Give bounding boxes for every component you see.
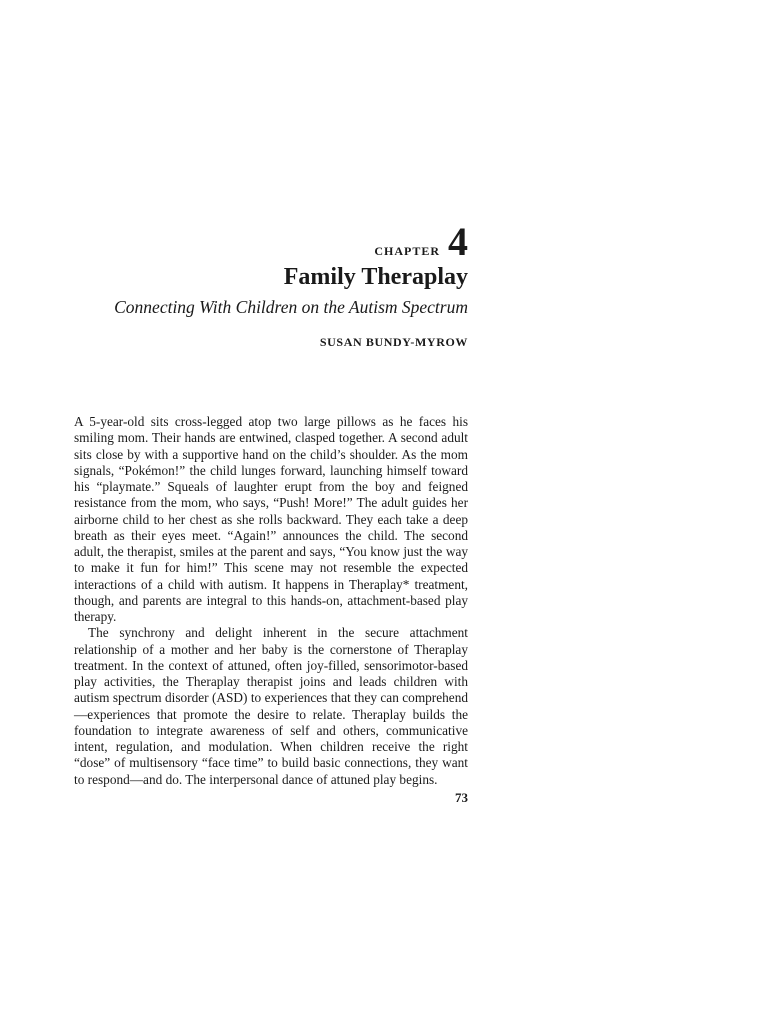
chapter-author: SUSAN BUNDY-MYROW — [319, 335, 468, 349]
chapter-title: Family Theraplay — [283, 264, 468, 290]
chapter-label-line — [74, 219, 468, 264]
chapter-number: 4 — [448, 219, 468, 264]
chapter-subtitle: Connecting With Children on the Autism Spectrum — [114, 297, 468, 317]
chapter-label: CHAPTER — [374, 244, 440, 258]
chapter-heading — [74, 219, 468, 350]
page-number: 73 — [455, 790, 468, 805]
paragraph-1: A 5-year-old sits cross-legged atop two large pillows as he faces his smiling mom. Their hands are entwined, clasped together. A second adult sits close by with a supportive hand on the child’s shoulder. As the mom signals, “Pokémon!” the child lunges forward, launching himself toward his “playmate.” Squeals of laughter erupt from the boy and feigned resistance from the mom, who says, “Push! More!” The adult guides her airborne child to her chest as she rolls backward. They each take a deep breath as their eyes meet. “Again!” announces the child. The second adult, the therapist, smiles at the parent and says, “You know just the way to make it fun for him!” This scene may not resemble the expected interactions of a child with autism. It happens in Theraplay* treatment, though, and parents are integral to this hands-on, attachment-based play therapy. — [74, 414, 468, 624]
paragraph-2: The synchrony and delight inherent in the secure attachment relationship of a mother and her baby is the cornerstone of Theraplay treatment. In the context of attuned, often joy-filled, sensorimotor-based play activities, the Theraplay therapist joins and leads children with autism spectrum disorder (ASD) to experiences that they can comprehend—experiences that promote the desire to relate. Theraplay builds the foundation to integrate awareness of self and others, communicative intent, regulation, and modulation. When children receive the right “dose” of multisensory “face time” to build basic connections, they want to respond—and do. The interpersonal dance of attuned play begins. — [74, 625, 468, 787]
body-text — [74, 414, 468, 788]
